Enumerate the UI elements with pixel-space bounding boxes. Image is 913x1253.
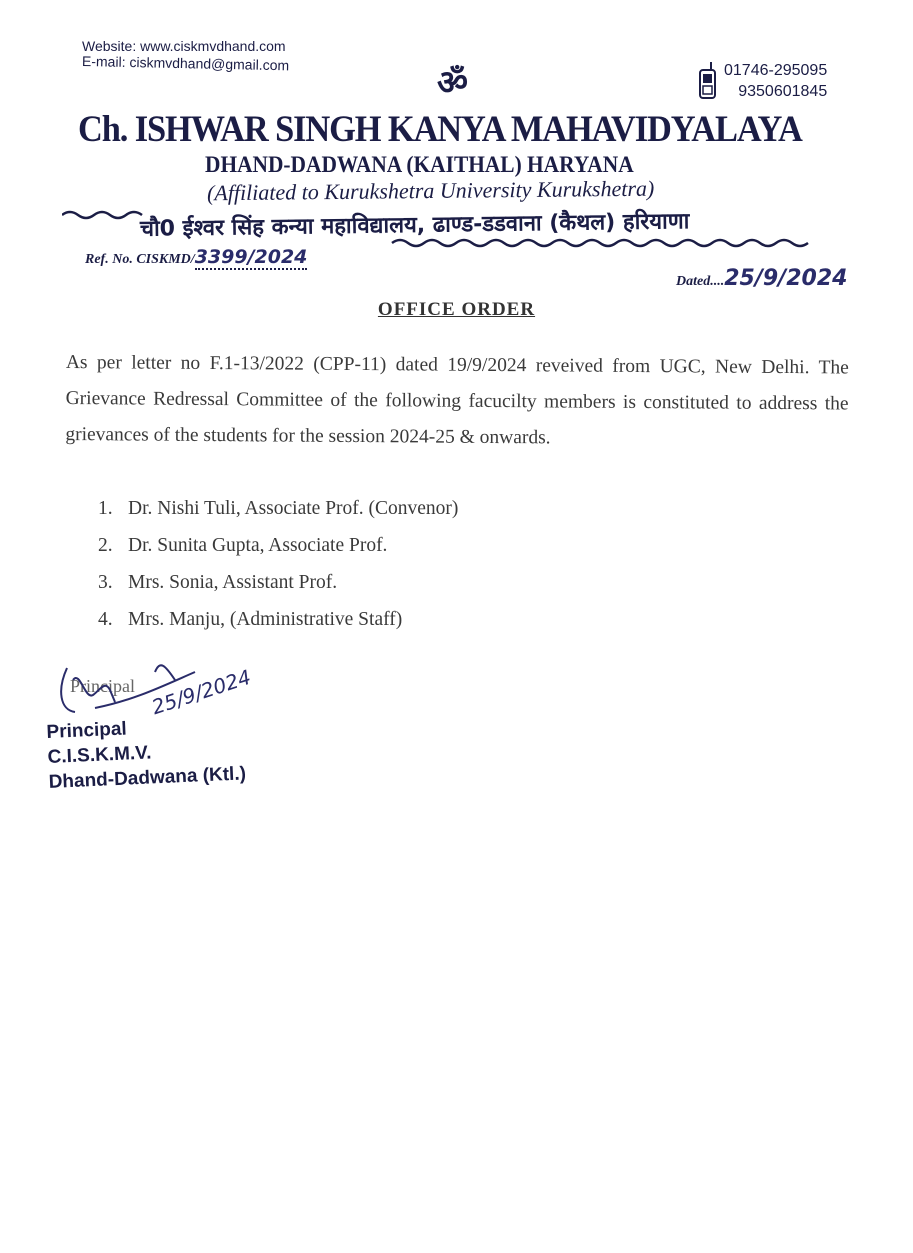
list-item: 4. Mrs. Manju, (Administrative Staff) xyxy=(98,609,403,630)
phone-numbers xyxy=(724,60,827,102)
principal-stamp: Principal C.I.S.K.M.V. Dhand-Dadwana (Ktl.) xyxy=(46,718,247,793)
office-order-heading: OFFICE ORDER xyxy=(377,299,536,320)
website: Website: www.ciskmvdhand.com xyxy=(82,38,286,54)
list-item: 1. Dr. Nishi Tuli, Associate Prof. (Convenor) xyxy=(98,498,459,519)
phone-2: 9350601845 xyxy=(738,83,828,100)
college-location: DHAND-DADWANA (KAITHAL) HARYANA xyxy=(205,152,634,177)
signature-date: 25/9/2024 xyxy=(148,664,254,720)
phone-icon xyxy=(697,60,719,107)
reference-number xyxy=(85,246,307,268)
date-handwritten: 25/9/2024 xyxy=(724,266,848,291)
phone-1: 01746-295095 xyxy=(724,62,828,79)
email: E-mail: ciskmvdhand@gmail.com xyxy=(81,53,290,74)
dated: Dated....25/9/2024 xyxy=(676,266,848,291)
affiliation: (Affiliated to Kurukshetra University Kurukshetra) xyxy=(206,175,655,206)
hindi-name: चौ0 ईश्वर सिंह कन्या महाविद्यालय, ढाण्ड-डडवाना (कैथल) हरियाणा xyxy=(139,209,690,242)
list-item: 3. Mrs. Sonia, Assistant Prof. xyxy=(98,572,338,593)
om-symbol: ॐ xyxy=(437,63,469,103)
college-name: Ch. ISHWAR SINGH KANYA MAHAVIDYALAYA xyxy=(78,109,802,150)
list-item: 2. Dr. Sunita Gupta, Associate Prof. xyxy=(98,535,388,556)
order-body: As per letter no F.1-13/2022 (CPP-11) dated 19/9/2024 reveived from UGC, New Delhi. The Grievance Redressal Committee of the following facucilty members is constituted to address the grievances of the students for the session 2024-25 & onwards. xyxy=(65,351,849,449)
ref-label: Ref. No. CISKMD/ xyxy=(85,252,195,267)
principal-printed-label: Principal xyxy=(70,676,135,696)
dated-label: Dated xyxy=(676,274,711,289)
letterhead-contact xyxy=(81,38,290,74)
committee-members-list xyxy=(98,490,458,638)
ref-number-handwritten: 3399/2024 xyxy=(194,246,308,268)
